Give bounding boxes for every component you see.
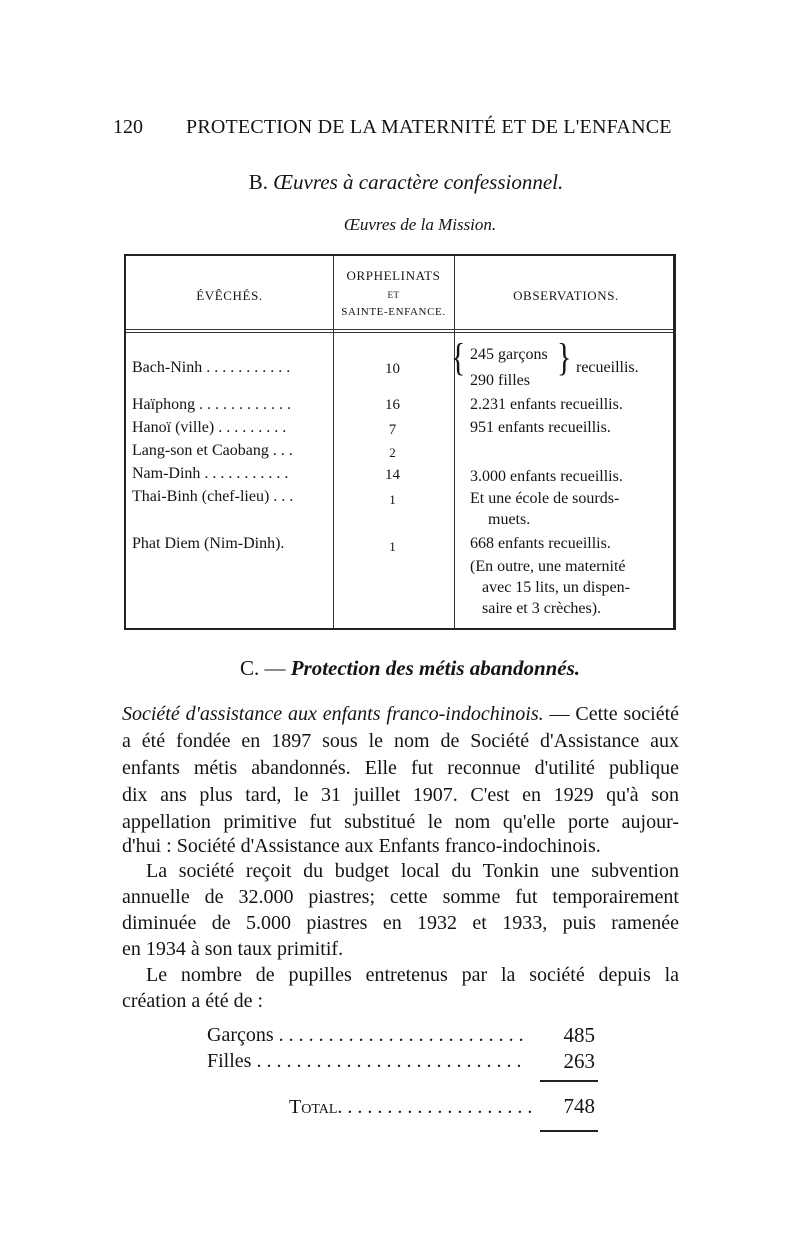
row-obs-line2: (En outre, une maternité (470, 558, 626, 575)
section-b-heading (0, 170, 800, 195)
section-c-title: Protection des métis abandonnés. (290, 656, 581, 680)
row-count: 10 (385, 361, 400, 377)
paragraph-line: diminuée de 5.000 piastres en 1932 et 1933, puis ramenée (122, 912, 679, 934)
paragraph-line: dix ans plus tard, le 31 juillet 1907. C'est en 1929 qu'à son (122, 784, 679, 806)
row-count: 14 (385, 467, 400, 483)
row-evech: Lang-son et Caobang . . . (132, 442, 293, 459)
total-rule (540, 1130, 598, 1132)
row-count: 1 (389, 539, 396, 554)
row-obs: 2.231 enfants recueillis. (470, 396, 623, 413)
row-count: 1 (389, 492, 396, 507)
paragraph-line: création a été de : (122, 990, 264, 1012)
page-number: 120 (113, 116, 143, 138)
section-b-title: Œuvres à caractère confessionnel. (273, 170, 564, 194)
total-label: Total. . . . . . . . . . . . . . . . . . . . (289, 1096, 533, 1118)
header-orphelinats: ORPHELINATS (346, 268, 441, 283)
header-observations: OBSERVATIONS. (513, 288, 619, 303)
paragraph-line: Le nombre de pupilles entretenus par la société depuis la (146, 964, 679, 986)
row-obs-filles: 290 filles (470, 372, 530, 389)
row-obs: 3.000 enfants recueillis. (470, 468, 623, 485)
row-count: 16 (385, 397, 400, 413)
paragraph-line: appellation primitive fut substitué le nom qu'elle porte aujour- (122, 811, 679, 833)
right-brace-icon: } (557, 336, 572, 380)
paragraph-line: en 1934 à son taux primitif. (122, 938, 344, 960)
row-evech: Nam-Dinh . . . . . . . . . . . (132, 465, 289, 482)
filles-label: Filles . . . . . . . . . . . . . . . . . . . . . . . . . . . (207, 1050, 522, 1072)
garcons-value: 485 (563, 1023, 595, 1047)
header-eveches: ÉVÊCHÉS. (196, 288, 263, 303)
row-count: 7 (388, 422, 397, 438)
sum-rule (540, 1080, 598, 1082)
paragraph-line: Société d'assistance aux enfants franco-indochinois. — Cette société (122, 703, 680, 725)
row-obs-line2: muets. (488, 511, 531, 528)
society-name: Société d'assistance aux enfants franco-indochinois. (122, 703, 544, 725)
total-value: 748 (563, 1094, 595, 1118)
header-divider (126, 329, 673, 330)
row-count: 2 (389, 445, 396, 460)
row-evech: Haïphong . . . . . . . . . . . . (132, 396, 292, 413)
row-obs-line3: avec 15 lits, un dispen- (482, 579, 630, 596)
paragraph-line: d'hui : Société d'Assistance aux Enfants franco-indochinois. (122, 835, 601, 857)
section-c-heading (0, 656, 800, 681)
header-et: ET (387, 290, 400, 300)
row-obs-recueillis: recueillis. (576, 359, 639, 376)
subheading-mission: Œuvres de la Mission. (343, 215, 497, 234)
section-b-letter: B. (248, 170, 268, 194)
row-obs-garcons: 245 garçons (470, 346, 548, 363)
left-brace-icon: { (451, 336, 466, 380)
paragraph-line: a été fondée en 1897 sous le nom de Société d'Assistance aux (122, 730, 679, 752)
row-obs-line4: saire et 3 crèches). (482, 600, 602, 617)
filles-value: 263 (563, 1049, 595, 1073)
garcons-label: Garçons . . . . . . . . . . . . . . . . . . . . . . . . . (207, 1024, 524, 1046)
section-c-letter: C. — (239, 656, 286, 680)
paragraph-line: La société reçoit du budget local du Tonkin une subvention (146, 860, 679, 882)
paragraph-line: annuelle de 32.000 piastres; cette somme fut temporairement (122, 886, 679, 908)
row-evech: Phat Diem (Nim-Dinh). (132, 535, 285, 552)
column-divider (454, 256, 455, 628)
running-title: PROTECTION DE LA MATERNITÉ ET DE L'ENFANCE (186, 116, 672, 138)
row-evech: Bach-Ninh . . . . . . . . . . . (132, 359, 291, 376)
row-evech: Thai-Binh (chef-lieu) . . . (132, 488, 294, 505)
row-obs-line1: 668 enfants recueillis. (470, 535, 611, 552)
header-divider (126, 332, 673, 333)
paragraph-line: enfants métis abandonnés. Elle fut reconnue d'utilité publique (122, 757, 679, 779)
header-sainte-enfance: SAINTE-ENFANCE. (341, 306, 446, 318)
row-obs: 951 enfants recueillis. (470, 419, 611, 436)
row-obs-line1: Et une école de sourds- (470, 490, 620, 507)
row-evech: Hanoï (ville) . . . . . . . . . (132, 419, 287, 436)
mission-table (124, 254, 676, 630)
